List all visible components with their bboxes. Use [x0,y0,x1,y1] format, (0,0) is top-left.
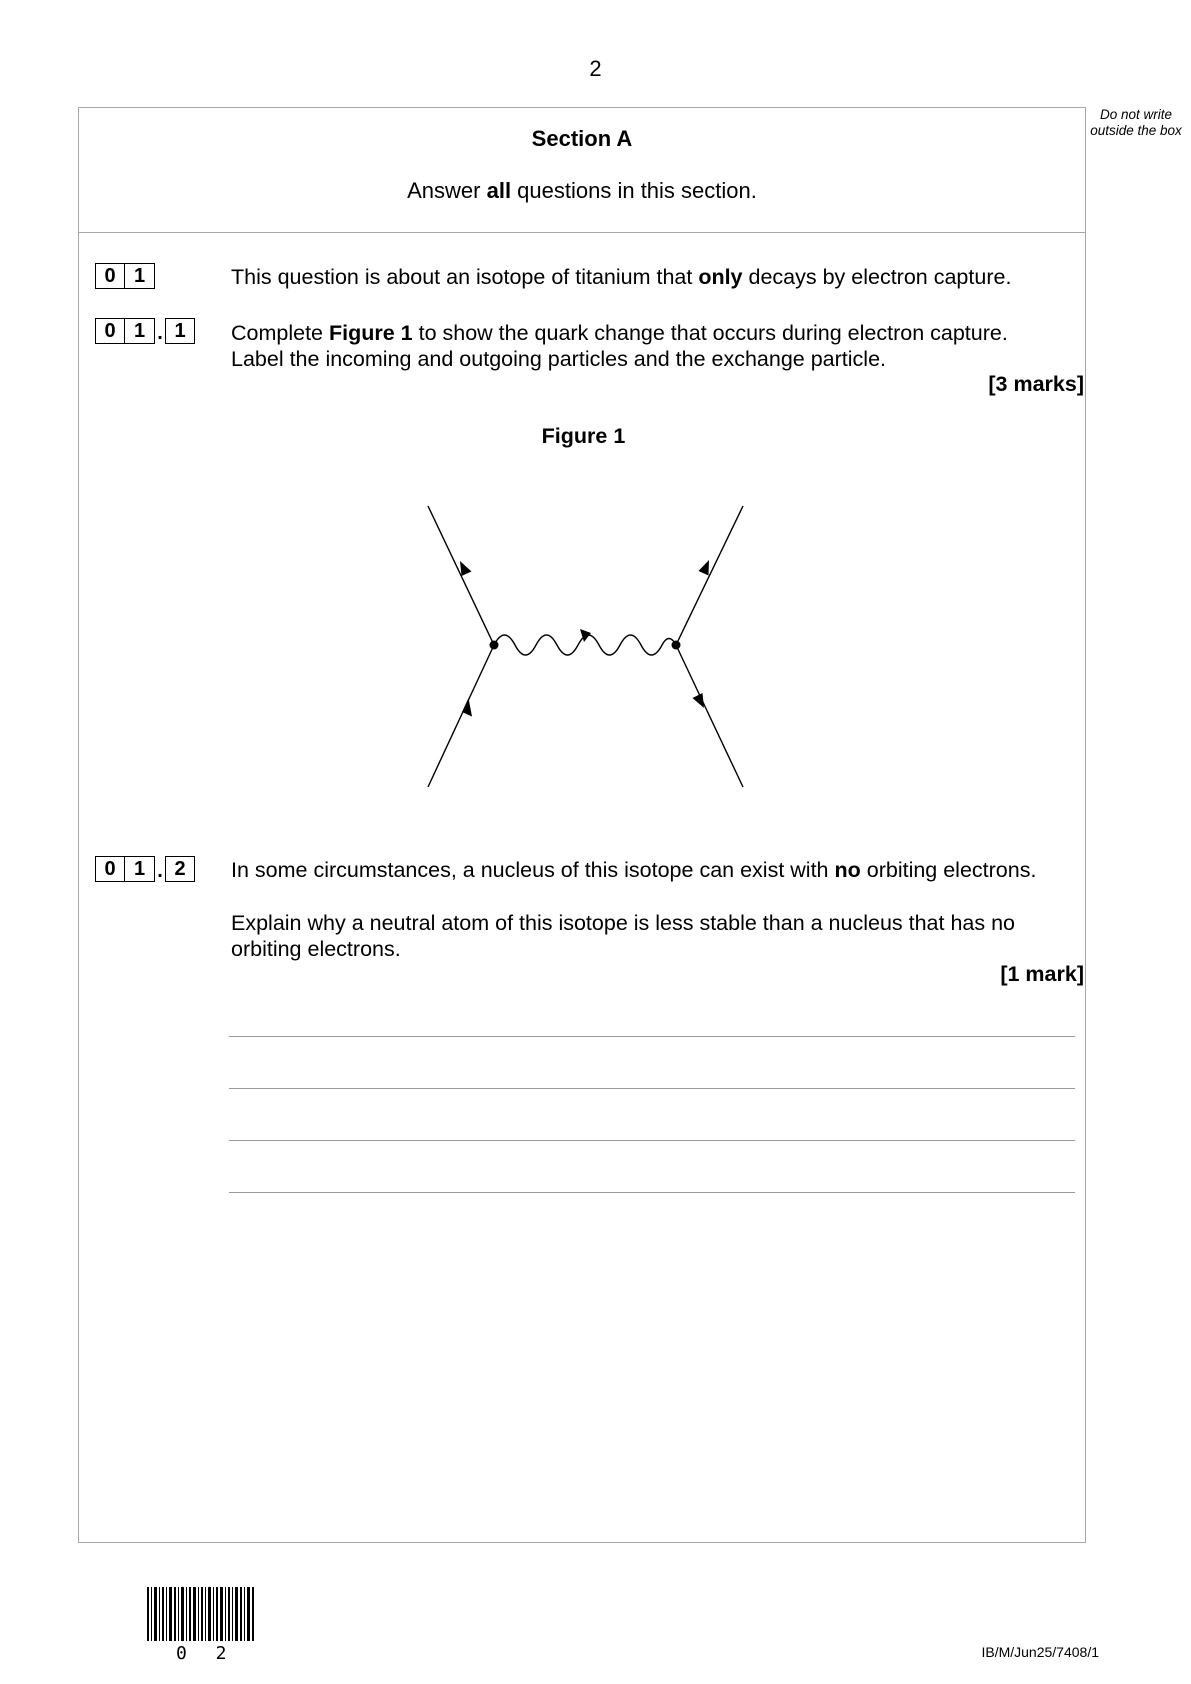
question-digit: 0 [95,263,125,289]
q01-text-1: This question is about an isotope of titanium that [231,265,699,289]
question-number-01 [95,262,155,290]
question-digit: 0 [95,856,125,882]
question-number-01-1 [95,317,195,345]
q01-2-marks: [1 mark] [1000,962,1084,986]
question-dot: . [157,322,163,344]
question-01-2-text [231,857,1077,883]
barcode [147,1587,257,1641]
q01-2-text-2: orbiting electrons. [860,858,1037,882]
q01-2-text-bold: no [834,858,861,882]
question-number-01-2 [95,855,195,883]
question-subdigit: 2 [165,856,195,882]
arrowhead-top-left [460,561,472,576]
particle-line-top-right [676,506,743,645]
question-digit: 1 [125,318,155,344]
section-instruction-text-1: Answer [407,178,487,203]
question-01-1-text [231,320,1077,372]
question-digit: 0 [95,318,125,344]
section-instruction [79,178,1085,204]
document-reference: IB/M/Jun25/7408/1 [981,1644,1099,1660]
particle-line-bottom-left [428,645,494,787]
answer-line[interactable] [229,1036,1075,1037]
question-digit: 1 [125,263,155,289]
particle-line-top-left [428,506,494,645]
q01-2-text-1: In some circumstances, a nucleus of this isotope can exist with [231,858,835,882]
section-instruction-text-2: questions in this section. [511,178,757,203]
section-instruction-bold: all [486,178,512,203]
q01-1-text-bold: Figure 1 [329,321,413,345]
page-number: 2 [589,56,602,81]
q01-1-text-2: to show the quark change that occurs during electron capture. [412,321,1008,345]
section-title: Section A [531,126,633,151]
vertex-left [490,641,499,650]
question-01-text [231,264,1077,290]
margin-note: Do not write outside the box [1090,107,1182,138]
answer-line[interactable] [229,1192,1075,1193]
q01-text-bold: only [698,265,743,289]
q01-text-2: decays by electron capture. [742,265,1012,289]
particle-line-bottom-right [676,645,743,787]
section-divider [79,232,1085,233]
question-subdigit: 1 [165,318,195,344]
vertex-right [672,641,681,650]
figure-title: Figure 1 [541,424,626,448]
question-dot: . [157,860,163,882]
question-digit: 1 [125,856,155,882]
arrowhead-top-right [699,560,710,576]
question-01-2-paragraph-2: Explain why a neutral atom of this isotope is less stable than a nucleus that has no orbiting electrons. [231,911,1016,961]
q01-1-line-1 [231,320,1077,346]
arrowhead-bottom-right [693,693,705,708]
q01-1-marks: [3 marks] [988,372,1084,396]
q01-1-line-2: Label the incoming and outgoing particles and the exchange particle. [231,347,887,371]
q01-1-text-1: Complete [231,321,329,345]
barcode-caption: 0 2 [176,1643,236,1664]
answer-line[interactable] [229,1088,1075,1089]
answer-line[interactable] [229,1140,1075,1141]
arrowhead-bottom-left [462,698,472,717]
feynman-diagram [420,500,760,800]
